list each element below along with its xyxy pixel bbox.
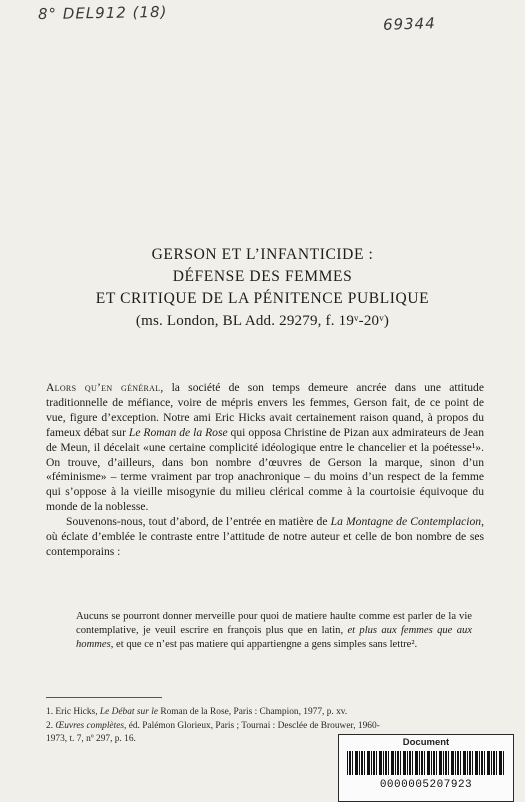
handwritten-shelf-number: 69344 [382, 14, 437, 34]
article-title [0, 244, 525, 332]
barcode-label-title: Document [402, 737, 450, 748]
footnote-divider [46, 697, 162, 698]
paragraph-2-end: , où éclate d’emblée le contraste entre l’attitude de notre auteur et celle de bon nombre de ses contemporains : [46, 515, 485, 558]
title-line-2: DÉFENSE DES FEMMES [172, 268, 353, 285]
barcode-icon [347, 751, 505, 775]
footnote-1 [46, 706, 484, 720]
title-line-3: ET CRITIQUE DE LA PÉNITENCE PUBLIQUE [95, 290, 430, 307]
quote-italic: et plus aux femmes que aux hommes [76, 625, 472, 650]
opening-words: Alors qu’en général [46, 381, 161, 394]
document-barcode-label [338, 734, 514, 802]
body-text [46, 381, 484, 560]
work-title-montagne: La Montagne de Contemplacion [330, 515, 482, 529]
paragraph-1-end: qui opposa Christine de Pizan aux admirateurs de Jean de Meun, il décelait «une certaine complicité idéologique entre le chancelier et la poétesse¹». On trouve, d’ailleurs, dans bon nombre d’œuvres de Gerson la marque, sinon d’un «féminisme» – terme vraiment par trop anachronique – du moins d’un respect de la femme qui s’oppose à la vieille misogynie du milieu clérical comme à la courtoisie équivoque du monde de la noblesse. [46, 425, 484, 514]
footnote-1-end: Roman de la Rose, Paris : Champion, 1977, p. xv. [157, 707, 348, 717]
paragraph-2 [46, 515, 484, 560]
footnote-2-number: 2. [46, 720, 56, 731]
footnote-2-text: , éd. Palémon Glorieux, Paris ; Tournai : Desclée de Brouwer, 1960- [124, 720, 380, 731]
footnote-2 [46, 720, 484, 734]
paragraph-2-text: Souvenons-nous, tout d’abord, de l’entrée en matière de [66, 515, 331, 529]
footnote-2-italic: Œuvres complètes [55, 720, 125, 731]
manuscript-reference: (ms. London, BL Add. 29279, f. 19ᵛ-20ᵛ) [135, 313, 390, 329]
footnote-2-continued: 1973, t. 7, nº 297, p. 16. [46, 734, 136, 745]
quote-end: , et que ce n’est pas matiere qui appartiengne a gens simples sans lettre². [110, 639, 418, 650]
handwritten-call-number: 8° DEL912 (18) [37, 2, 168, 24]
title-line-1: GERSON ET L’INFANTICIDE : [151, 246, 374, 263]
block-quotation [76, 610, 472, 652]
paragraph-1-text: , la société de son temps demeure ancrée dans une attitude traditionnelle de méfiance, voire de mépris envers les femmes, Gerson fait, de ce point de vue, figure d’exception. Notre ami Eric Hicks avait certainement raison quand, à propos du fameux débat sur [46, 381, 484, 439]
footnote-1-text: 1. Eric Hicks, [46, 707, 100, 717]
footnote-1-italic: Le Débat sur le [99, 707, 158, 717]
work-title-roman-rose: Le Roman de la Rose [128, 425, 228, 439]
barcode-number: 0000005207923 [379, 779, 473, 791]
quote-text: Aucuns se pourront donner merveille pour quoi de matiere haulte comme est parler de la vie contemplative, je veuil escrire en françois plus que en latin, [76, 611, 472, 636]
paragraph-1 [46, 381, 484, 515]
